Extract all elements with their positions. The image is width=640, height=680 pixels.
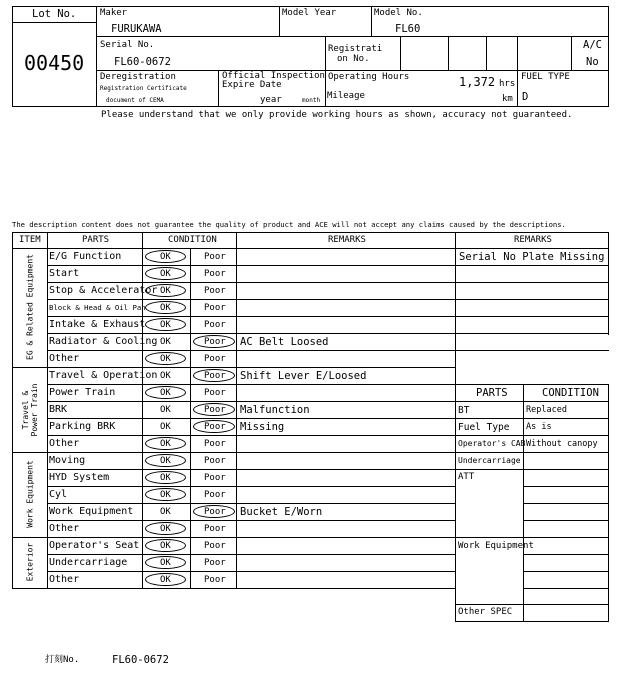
- stamp-no-label: 打刻No.: [45, 655, 80, 665]
- poor-option: Poor: [204, 337, 226, 347]
- ok-selected-mark: [145, 267, 186, 280]
- part-name: BRK: [49, 404, 68, 415]
- ok-selected-mark: [145, 539, 186, 552]
- poor-option: Poor: [204, 422, 226, 432]
- month-label: month: [302, 97, 321, 104]
- ok-option: OK: [160, 575, 171, 585]
- part-name: Cyl: [49, 489, 68, 500]
- serial-no-value: FL60-0672: [114, 56, 171, 68]
- poor-option: Poor: [204, 354, 226, 364]
- maker-value: FURUKAWA: [111, 23, 162, 35]
- operating-hours-value: 1,372: [459, 75, 496, 89]
- poor-option: Poor: [204, 269, 226, 279]
- group-label: EG & Related Equipment: [25, 253, 34, 360]
- model-no-label: Model No.: [374, 8, 423, 18]
- registration-no-label-1: Registrati: [328, 44, 383, 54]
- poor-option: Poor: [204, 320, 226, 330]
- ok-option: OK: [160, 473, 171, 483]
- poor-option: Poor: [204, 558, 226, 568]
- right-remarks-header: REMARKS: [514, 235, 552, 245]
- poor-selected-mark: [193, 505, 235, 518]
- ok-option: OK: [160, 422, 171, 432]
- part-name: HYD System: [49, 472, 110, 483]
- right-part-name: Operator's CAB: [458, 439, 526, 448]
- ok-option: OK: [160, 439, 171, 449]
- right-remark-row: Serial No Plate Missing: [459, 251, 605, 263]
- ok-option: OK: [160, 252, 171, 262]
- ok-selected-mark: [145, 556, 186, 569]
- ok-selected-mark: [145, 386, 186, 399]
- parts-header: PARTS: [82, 235, 110, 245]
- poor-option: Poor: [204, 388, 226, 398]
- part-name: Stop & Accelerator: [49, 285, 158, 296]
- disclaimer: The description content does not guarantee the quality of product and ACE will not accept any claims caused by the descriptions.: [12, 220, 566, 229]
- part-name: E/G Function: [49, 251, 122, 262]
- right-part-condition: As is: [526, 422, 552, 432]
- part-name: Other: [49, 574, 80, 585]
- inspection-label-2: Expire Date: [222, 80, 282, 90]
- ok-option: OK: [160, 405, 171, 415]
- ok-option: OK: [160, 456, 171, 466]
- part-name: Block & Head & Oil Pan: [49, 303, 146, 312]
- ok-option: OK: [160, 541, 171, 551]
- ok-option: OK: [160, 388, 171, 398]
- ok-option: OK: [160, 371, 171, 381]
- poor-selected-mark: [193, 335, 235, 348]
- item-header: ITEM: [19, 235, 41, 245]
- ac-label: A/C: [583, 39, 602, 51]
- part-name: Work Equipment: [49, 506, 134, 517]
- operating-hours-label: Operating Hours: [328, 72, 410, 82]
- fuel-type-label: FUEL TYPE: [521, 72, 570, 82]
- ok-selected-mark: [145, 284, 186, 297]
- part-name: Operator's Seat: [49, 540, 140, 551]
- part-name: Other: [49, 438, 80, 449]
- part-name: Other: [49, 523, 80, 534]
- ok-selected-mark: [145, 454, 186, 467]
- part-name: Parking BRK: [49, 421, 116, 432]
- mileage-label: Mileage: [327, 91, 365, 101]
- maker-label: Maker: [100, 8, 128, 18]
- model-no-value: FL60: [395, 23, 421, 35]
- part-name: Power Train: [49, 387, 116, 398]
- att-label: ATT: [458, 472, 475, 482]
- ok-option: OK: [160, 354, 171, 364]
- ok-selected-mark: [145, 437, 186, 450]
- poor-option: Poor: [204, 575, 226, 585]
- right-part-name: BT: [458, 405, 470, 416]
- poor-option: Poor: [204, 286, 226, 296]
- poor-option: Poor: [204, 439, 226, 449]
- ok-selected-mark: [145, 488, 186, 501]
- part-name: Start: [49, 268, 80, 279]
- ok-selected-mark: [145, 573, 186, 586]
- right-part-condition: Without canopy: [526, 439, 598, 449]
- ok-option: OK: [160, 507, 171, 517]
- part-name: Other: [49, 353, 80, 364]
- remark-text: Shift Lever E/Loosed: [240, 370, 367, 382]
- remarks-header: REMARKS: [328, 235, 366, 245]
- poor-selected-mark: [193, 420, 235, 433]
- right-part-name: Fuel Type: [458, 422, 510, 433]
- right-part-name: Undercarriage: [458, 456, 521, 465]
- ok-option: OK: [160, 558, 171, 568]
- registration-no-label-2: on No.: [337, 54, 370, 64]
- right-parts-header: PARTS: [476, 387, 508, 399]
- model-year-label: Model Year: [282, 8, 337, 18]
- inspection-label-1: Official Inspection: [222, 71, 325, 81]
- lot-no-label: Lot No.: [32, 8, 77, 20]
- poor-selected-mark: [193, 403, 235, 416]
- fuel-type-value: D: [522, 91, 529, 103]
- poor-option: Poor: [204, 524, 226, 534]
- remark-text: Malfunction: [240, 404, 310, 416]
- work-equipment-label: Work Equipment: [458, 541, 534, 551]
- group-label: Travel & Power Train: [21, 383, 39, 436]
- poor-option: Poor: [204, 371, 226, 381]
- poor-option: Poor: [204, 252, 226, 262]
- ok-option: OK: [160, 269, 171, 279]
- serial-no-label: Serial No.: [100, 40, 155, 50]
- year-label: year: [260, 95, 282, 105]
- lot-no-value: 00450: [24, 51, 85, 75]
- ok-selected-mark: [145, 522, 186, 535]
- ok-selected-mark: [145, 352, 186, 365]
- ok-selected-mark: [145, 471, 186, 484]
- ok-selected-mark: [145, 318, 186, 331]
- km-label: km: [502, 94, 513, 104]
- ok-option: OK: [160, 524, 171, 534]
- ok-option: OK: [160, 303, 171, 313]
- ok-option: OK: [160, 337, 171, 347]
- group-label: Work Equipment: [25, 459, 34, 528]
- registration-certificate-label: Registration Certificate: [100, 85, 187, 92]
- poor-option: Poor: [204, 473, 226, 483]
- remark-text: Bucket E/Worn: [240, 506, 323, 518]
- remark-text: AC Belt Loosed: [240, 336, 329, 348]
- stamp-no-value: FL60-0672: [112, 654, 169, 666]
- poor-option: Poor: [204, 490, 226, 500]
- poor-selected-mark: [193, 369, 235, 382]
- part-name: Undercarriage: [49, 557, 128, 568]
- deregistration-label: Deregistration: [100, 72, 176, 82]
- part-name: Travel & Operation: [49, 370, 158, 381]
- poor-option: Poor: [204, 303, 226, 313]
- ok-selected-mark: [145, 301, 186, 314]
- right-part-condition: Replaced: [526, 405, 567, 415]
- group-label: Exterior: [25, 542, 34, 581]
- right-condition-header: CONDITION: [542, 387, 599, 399]
- hrs-label: hrs: [499, 79, 516, 89]
- ok-option: OK: [160, 320, 171, 330]
- ok-selected-mark: [145, 250, 186, 263]
- hours-note: Please understand that we only provide working hours as shown, accuracy not guaranteed.: [101, 110, 573, 120]
- part-name: Intake & Exhaust: [49, 319, 146, 330]
- condition-header: CONDITION: [168, 235, 217, 245]
- other-spec-label: Other SPEC: [458, 607, 513, 617]
- document-of-cema-label: document of CEMA: [106, 97, 164, 104]
- poor-option: Poor: [204, 541, 226, 551]
- ok-option: OK: [160, 490, 171, 500]
- poor-option: Poor: [204, 507, 226, 517]
- ac-value: No: [586, 56, 599, 68]
- poor-option: Poor: [204, 456, 226, 466]
- poor-option: Poor: [204, 405, 226, 415]
- remark-text: Missing: [240, 421, 285, 433]
- part-name: Radiator & Cooling: [49, 336, 158, 347]
- part-name: Moving: [49, 455, 86, 466]
- ok-option: OK: [160, 286, 171, 296]
